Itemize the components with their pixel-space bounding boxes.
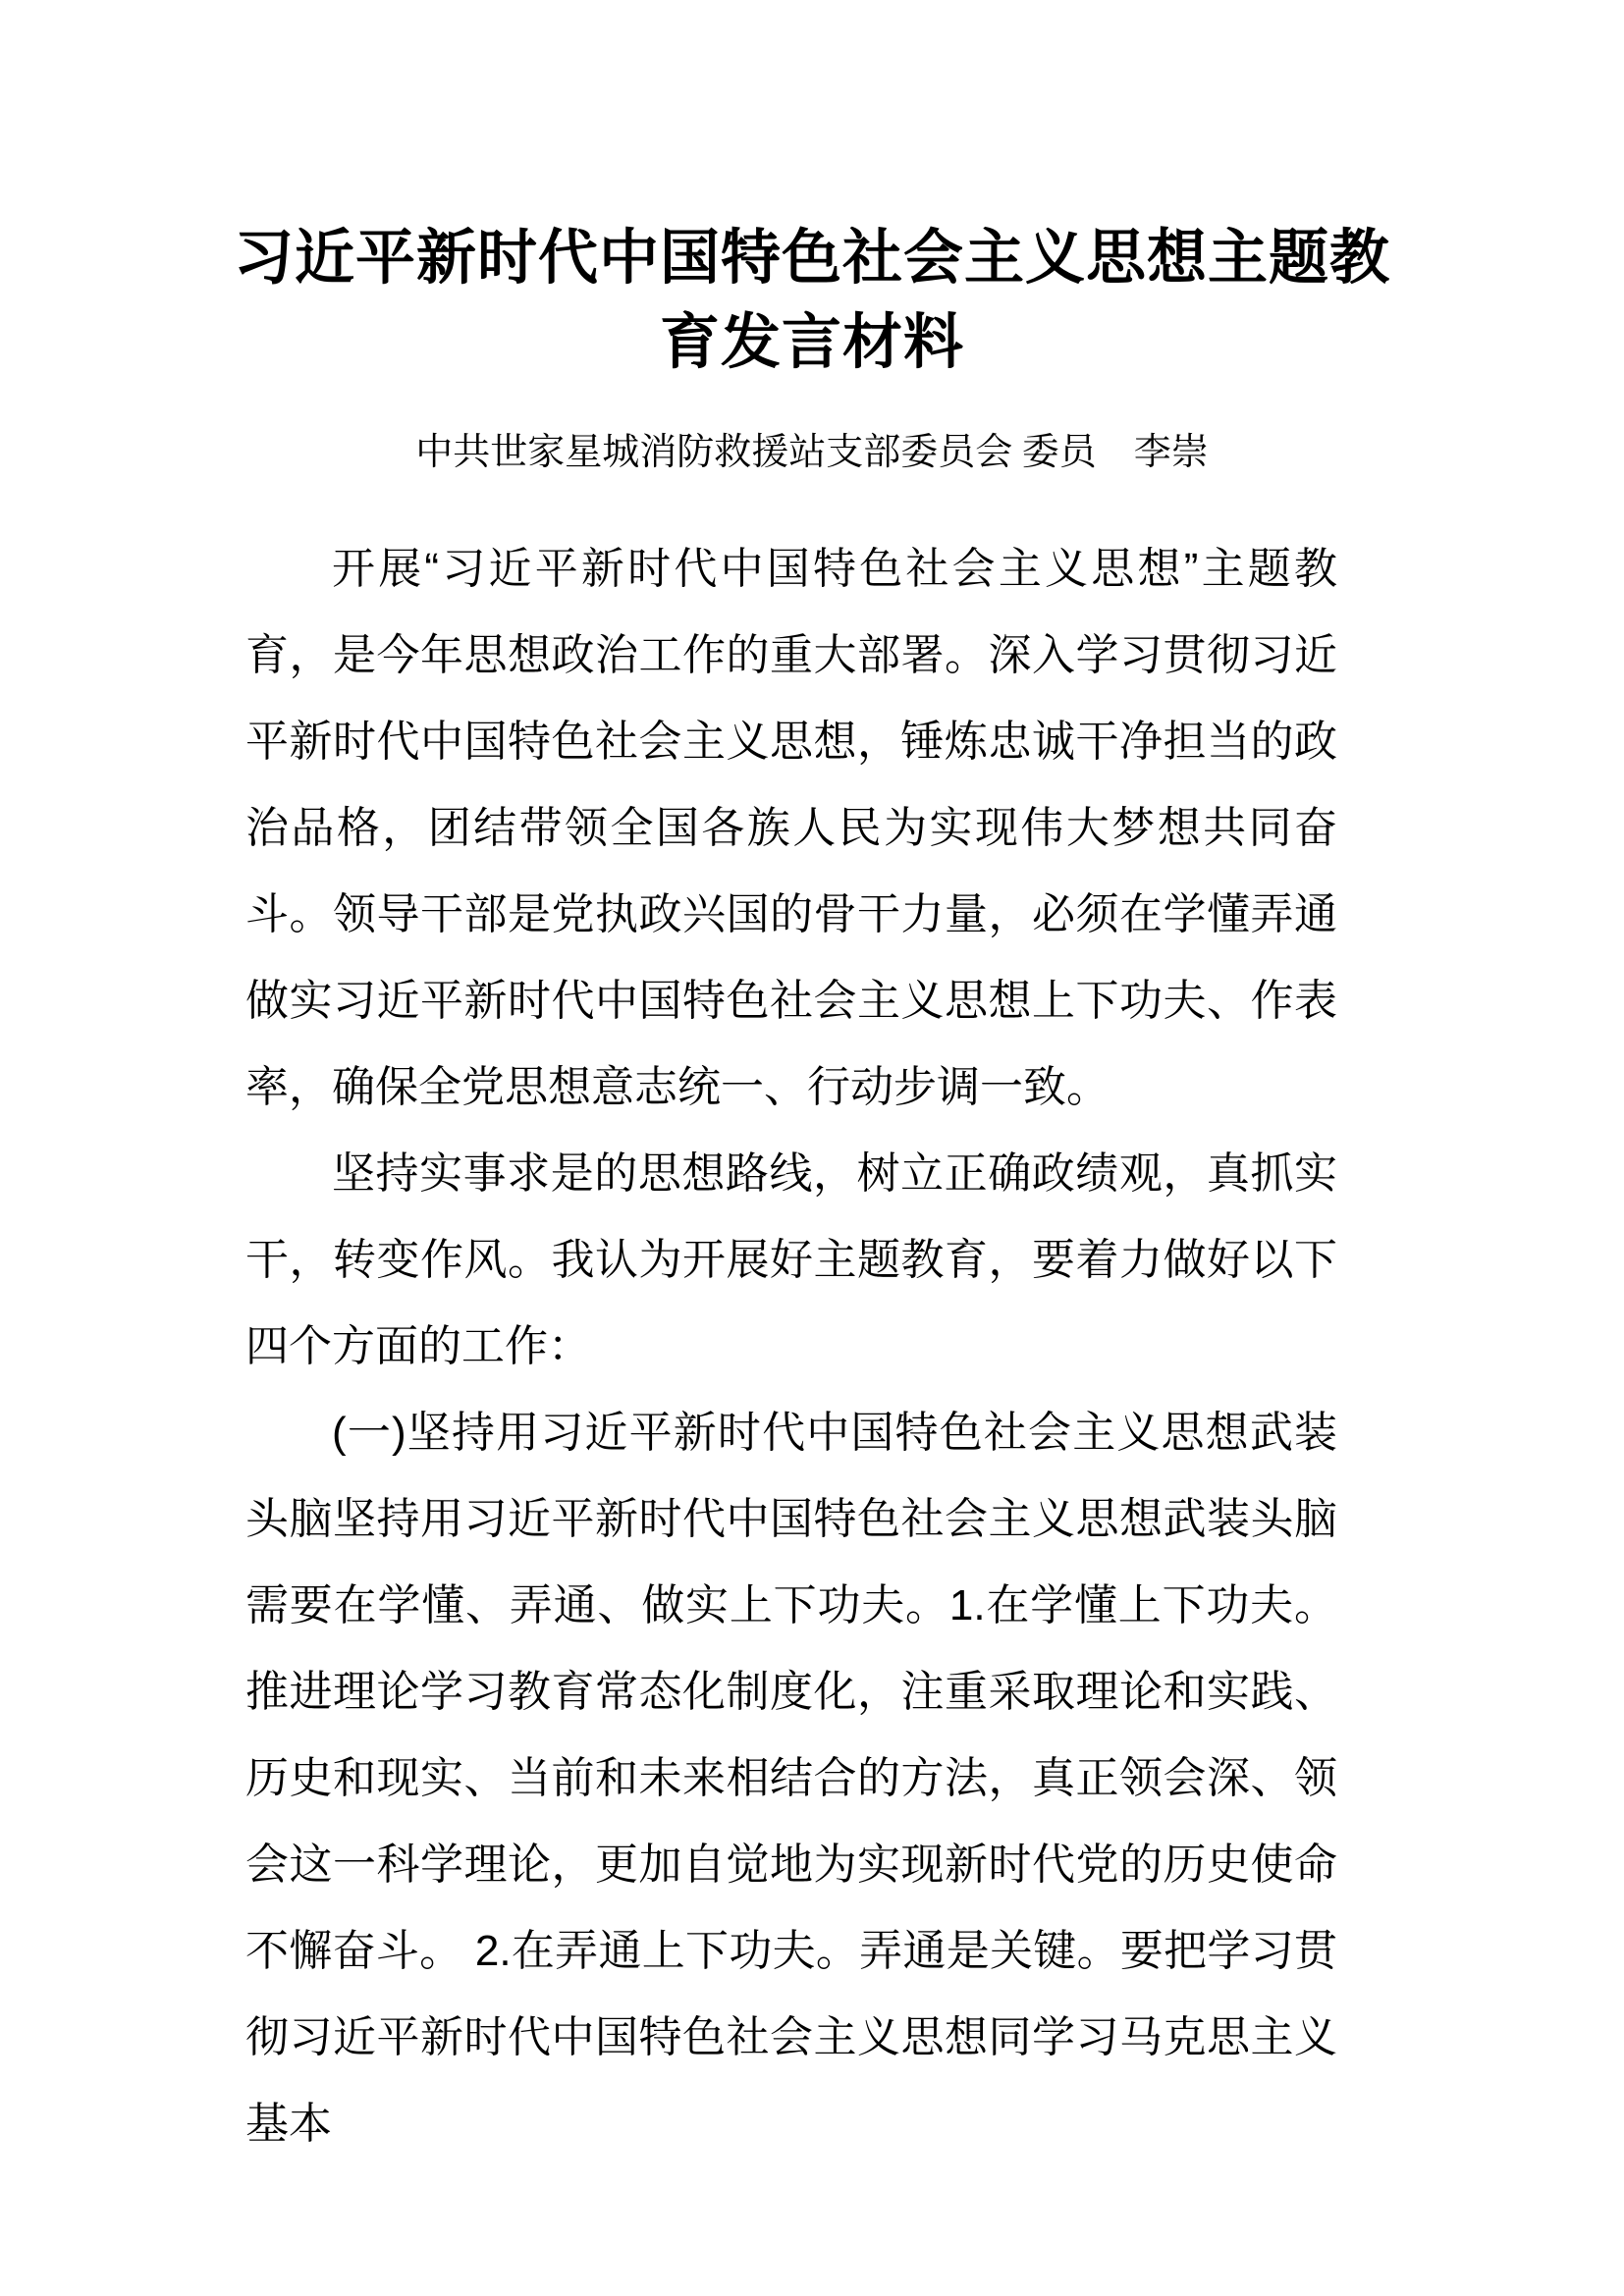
paragraph: 开展“习近平新时代中国特色社会主义思想”主题教育，是今年思想政治工作的重大部署。深入学习贯彻习近平新时代中国特色社会主义思想，锤炼忠诚干净担当的政治品格，团结带领全国各族人民为实现伟大梦想共同奋斗。领导干部是党执政兴国的骨干力量，必须在学懂弄通做实习近平新时代中国特色社会主义思想上下功夫、作表率，确保全党思想意志统一、行动步调一致。 [245,545,1337,1111]
document-body [245,526,1337,2167]
paragraph: 坚持实事求是的思想路线，树立正确政绩观，真抓实干，转变作风。我认为开展好主题教育，要着力做好以下四个方面的工作： [245,1149,1337,1370]
paragraph: (一)坚持用习近平新时代中国特色社会主义思想武装头脑坚持用习近平新时代中国特色社会主义思想武装头脑需要在学懂、弄通、做实上下功夫。1.在学懂上下功夫。推进理论学习教育常态化制度化，注重采取理论和实践、历史和现实、当前和未来相结合的方法，真正领会深、领会这一科学理论，更加自觉地为实现新时代党的历史使命不懈奋斗。 2.在弄通上下功夫。弄通是关键。要把学习贯彻习近平新时代中国特色社会主义思想同学习马克思主义基本 [245,1409,1337,2148]
document-title: 习近平新时代中国特色社会主义思想主题教育发言材料 [233,224,1390,375]
document-byline: 中共世家星城消防救援站支部委员会 委员 李崇 [415,432,1209,473]
